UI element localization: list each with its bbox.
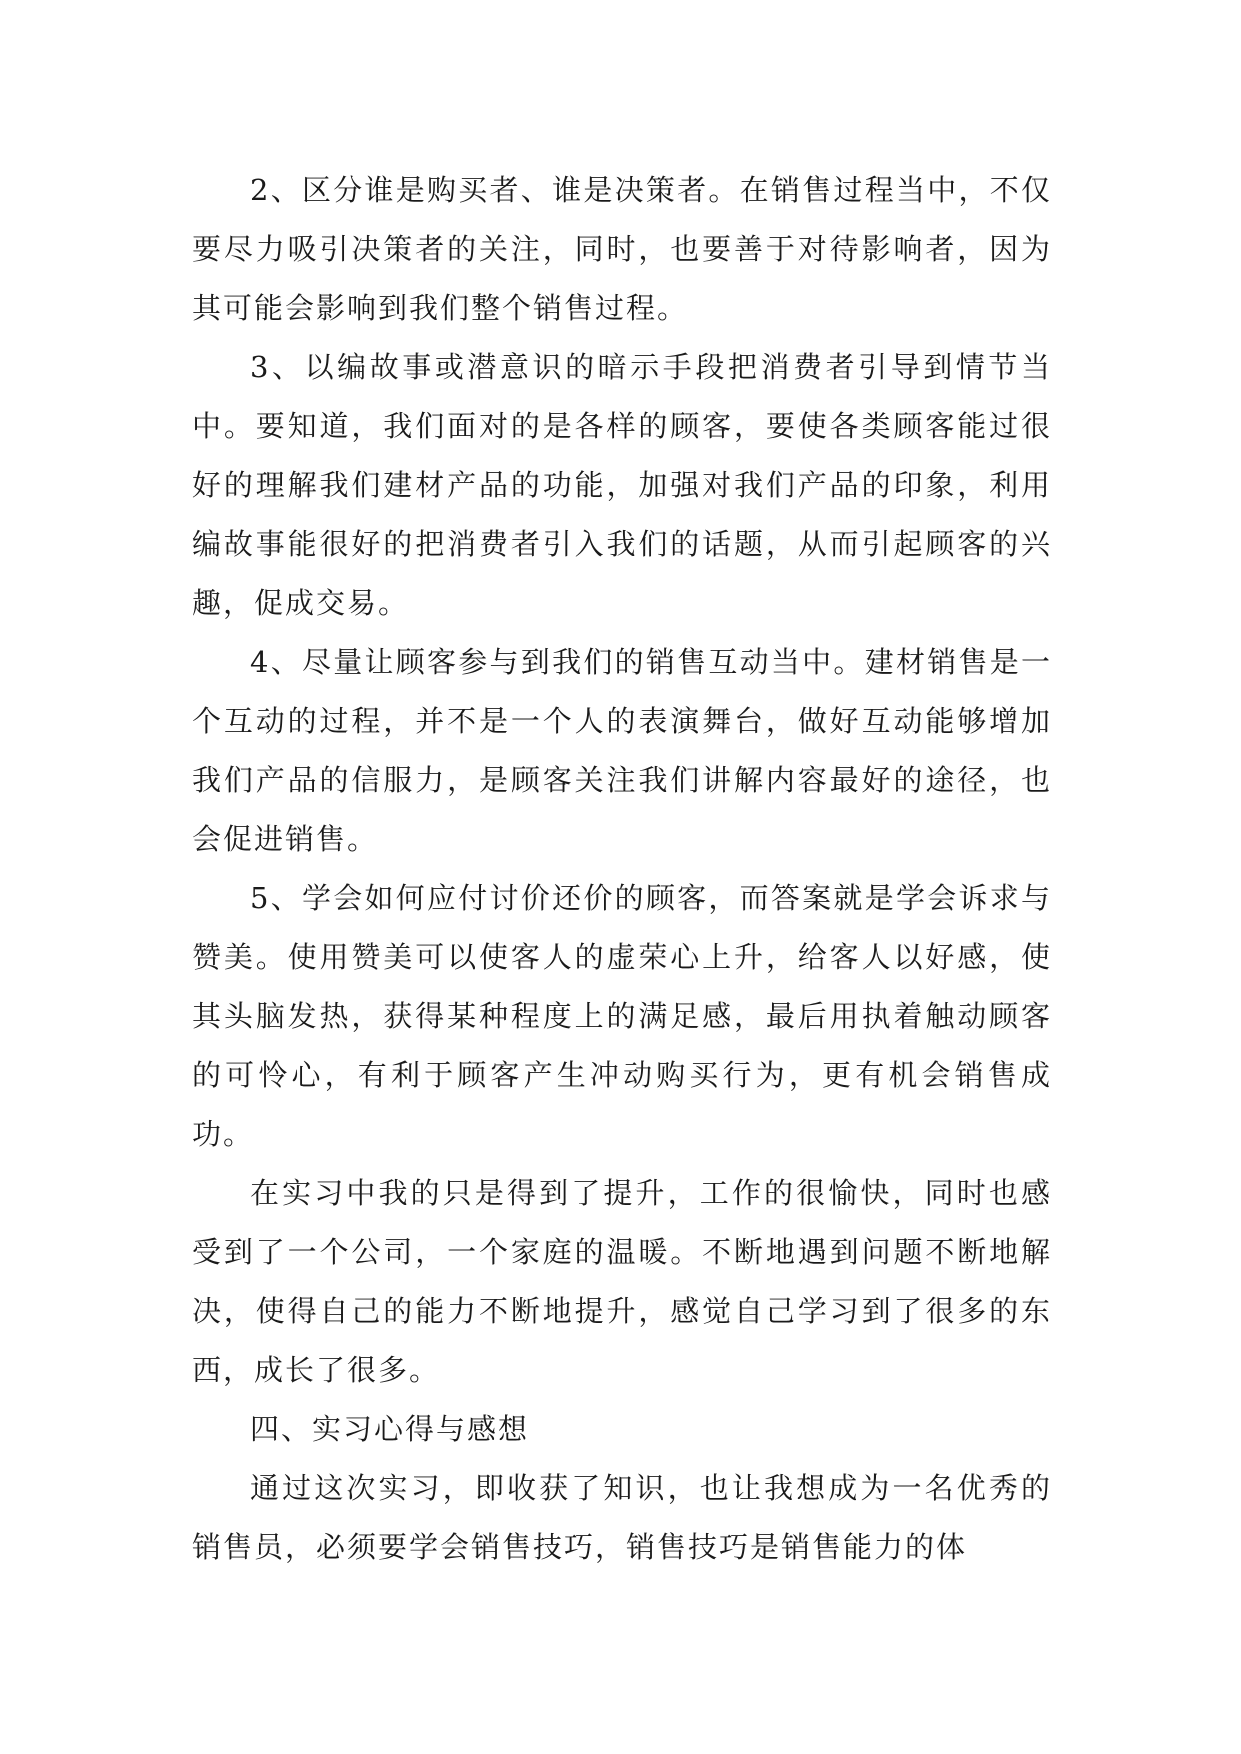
document-body: [192, 161, 1052, 1577]
paragraph-item-5: 5、学会如何应付讨价还价的顾客，而答案就是学会诉求与赞美。使用赞美可以使客人的虚荣心上升，给客人以好感，使其头脑发热，获得某种程度上的满足感，最后用执着触动顾客的可怜心，有利于顾客产生冲动购买行为，更有机会销售成功。: [192, 881, 1052, 1151]
paragraph-item-4: 4、尽量让顾客参与到我们的销售互动当中。建材销售是一个互动的过程，并不是一个人的表演舞台，做好互动能够增加我们产品的信服力，是顾客关注我们讲解内容最好的途径，也会促进销售。: [192, 645, 1052, 856]
paragraph-item-3: 3、以编故事或潜意识的暗示手段把消费者引导到情节当中。要知道，我们面对的是各样的顾客，要使各类顾客能过很好的理解我们建材产品的功能，加强对我们产品的印象，利用编故事能很好的把消费者引入我们的话题，从而引起顾客的兴趣，促成交易。: [192, 350, 1052, 620]
paragraph-item-2: 2、区分谁是购买者、谁是决策者。在销售过程当中，不仅要尽力吸引决策者的关注，同时，也要善于对待影响者，因为其可能会影响到我们整个销售过程。: [192, 173, 1052, 325]
paragraph-internship-summary: 在实习中我的只是得到了提升，工作的很愉快，同时也感受到了一个公司，一个家庭的温暖。不断地遇到问题不断地解决，使得自己的能力不断地提升，感觉自己学习到了很多的东西，成长了很多。: [192, 1176, 1052, 1387]
paragraph-reflection: 通过这次实习，即收获了知识，也让我想成为一名优秀的销售员，必须要学会销售技巧，销售技巧是销售能力的体: [192, 1471, 1052, 1564]
section-heading: 四、实习心得与感想: [250, 1412, 530, 1446]
